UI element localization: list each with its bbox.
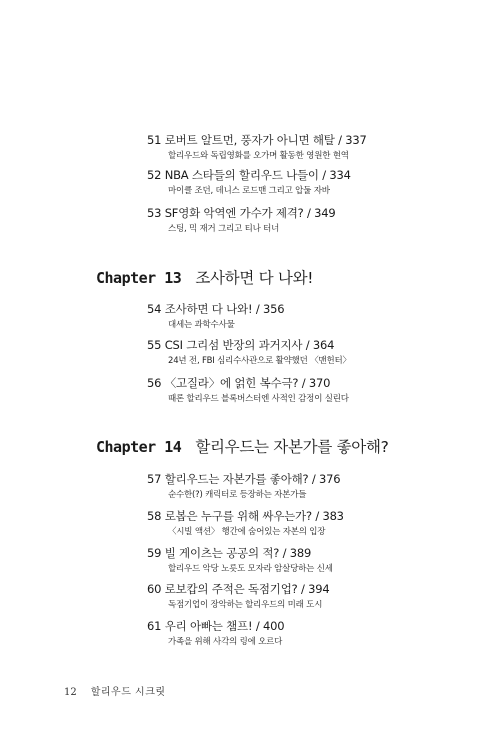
entry-subtitle: 할리우드와 독립영화를 오가며 활동한 영원한 현역 xyxy=(168,151,349,161)
entry-title: 54 조사하면 다 나와! / 356 xyxy=(147,302,285,316)
toc-entry xyxy=(147,619,284,648)
entry-title: 51 로버트 알트먼, 풍자가 아니면 해탈 / 337 xyxy=(147,133,367,147)
chapter-heading xyxy=(96,435,389,457)
toc-entry xyxy=(147,206,336,235)
toc-entry xyxy=(147,472,340,501)
toc-entry xyxy=(147,376,349,405)
entry-subtitle: 할리우드 악당 노릇도 모자라 암살당하는 신세 xyxy=(168,564,333,574)
entry-subtitle: 〈시빌 액션〉 행간에 숨어있는 자본의 입장 xyxy=(168,527,326,537)
entry-subtitle: 순수한(?) 캐릭터로 등장하는 자본가들 xyxy=(168,490,307,500)
entry-subtitle: 때론 할리우드 블록버스터엔 사적인 감정이 실린다 xyxy=(168,394,349,404)
chapter-heading xyxy=(96,266,313,288)
toc-entry xyxy=(147,302,284,331)
entry-title: 55 CSI 그리섬 반장의 과거지사 / 364 xyxy=(147,338,335,352)
toc-entry xyxy=(147,168,351,197)
running-title: 할리우드 시크릿 xyxy=(90,687,166,698)
entry-title: 56 〈고질라〉에 얽힌 복수극? / 370 xyxy=(147,376,331,390)
toc-entry xyxy=(147,546,333,575)
entry-title: 57 할리우드는 자본가를 좋아해? / 376 xyxy=(147,472,341,486)
page-number: 12 xyxy=(64,687,77,698)
toc-entry xyxy=(147,338,351,367)
chapter-label: Chapter 14 xyxy=(96,438,182,456)
page-footer xyxy=(64,683,166,698)
entry-title: 59 빌 게이츠는 공공의 적? / 389 xyxy=(147,546,312,560)
chapter-label: Chapter 13 xyxy=(96,269,182,287)
entry-subtitle: 마이클 조던, 데니스 로드맨 그리고 압둘 자바 xyxy=(168,186,330,196)
entry-title: 61 우리 아빠는 챔프! / 400 xyxy=(147,619,285,633)
entry-subtitle: 가족을 위해 사각의 링에 오르다 xyxy=(168,637,283,647)
toc-entry xyxy=(147,582,329,611)
entry-subtitle: 대세는 과학수사물 xyxy=(168,320,235,330)
entry-subtitle: 스팅, 믹 재거 그리고 티나 터너 xyxy=(168,224,280,234)
entry-title: 60 로보캅의 주적은 독점기업? / 394 xyxy=(147,582,330,596)
entry-title: 58 로봅은 누구를 위해 싸우는가? / 383 xyxy=(147,509,344,523)
toc-entry xyxy=(147,509,344,538)
entry-subtitle: 독점기업이 장악하는 할리우드의 미래 도시 xyxy=(168,600,323,610)
entry-title: 53 SF영화 악역엔 가수가 제격? / 349 xyxy=(147,206,336,220)
entry-subtitle: 24년 전, FBI 심리수사관으로 활약했던 〈맨헌터〉 xyxy=(168,356,351,366)
entry-title: 52 NBA 스타들의 할리우드 나들이 / 334 xyxy=(147,168,351,182)
chapter-title: 조사하면 다 나와! xyxy=(195,269,314,287)
toc-entry xyxy=(147,133,367,162)
chapter-title: 할리우드는 자본가를 좋아해? xyxy=(195,438,389,456)
